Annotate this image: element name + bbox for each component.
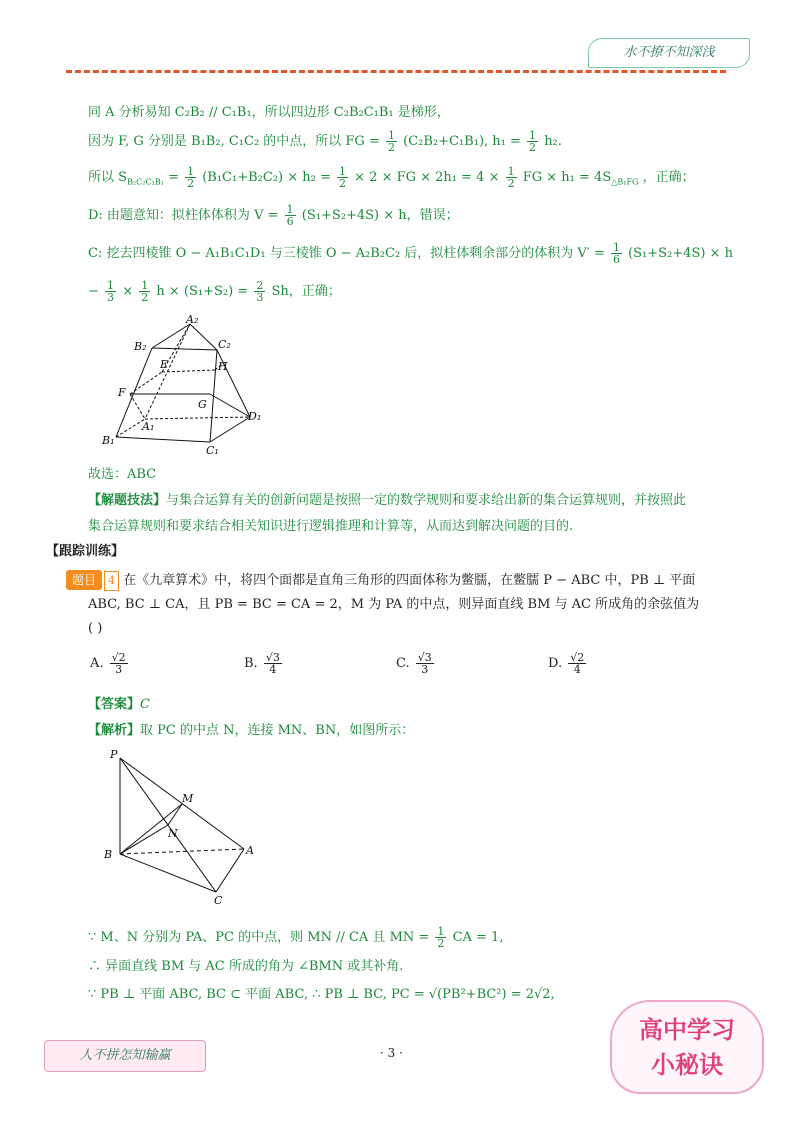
- problem-number: 4: [104, 571, 119, 591]
- numerator: √2: [111, 651, 126, 664]
- numerator: 1: [529, 129, 537, 142]
- text: (S₁+S₂+4S) × h，错误；: [301, 208, 459, 223]
- text: D: 由题意知：拟柱体体积为 V =: [88, 208, 279, 223]
- text: ×: [122, 284, 134, 299]
- denominator: 4: [573, 663, 581, 676]
- solution-line-2: [88, 130, 562, 153]
- denominator: 3: [115, 663, 123, 676]
- study-tips-badge: [610, 1000, 764, 1094]
- option-label: A.: [90, 656, 104, 671]
- answer-line: [88, 696, 150, 714]
- text: 与集合运算有关的创新问题是按照一定的数学规则和要求给出新的集合运算规则，并按照此: [166, 493, 687, 508]
- text: 因为 F, G 分别是 B₁B₂, C₁C₂ 的中点，所以 FG =: [88, 134, 380, 149]
- numerator: 1: [187, 165, 195, 178]
- text: =: [168, 170, 179, 185]
- denominator: 2: [339, 177, 346, 190]
- frustum-figure: [90, 312, 270, 462]
- text: Sh，正确；: [271, 284, 341, 299]
- denominator: 2: [529, 141, 537, 154]
- fraction-half: [139, 280, 150, 303]
- denominator: 3: [421, 663, 429, 676]
- solution-line-6: [88, 280, 341, 303]
- label-F: F: [118, 386, 126, 399]
- text: × 2 × FG × 2h₁ = 4 ×: [354, 170, 500, 185]
- fraction-half: [386, 130, 397, 153]
- header-motto: 水不撩不知深浅: [588, 38, 750, 68]
- tetrahedron-figure: [98, 744, 268, 904]
- text: (C₂B₂+C₁B₁), h₁ =: [403, 134, 521, 149]
- answer-value: C: [140, 697, 150, 712]
- numerator: 2: [256, 279, 264, 292]
- label-A2: A₂: [186, 313, 199, 326]
- denominator: 2: [507, 177, 515, 190]
- option-label: D.: [548, 656, 563, 671]
- label-N: N: [168, 827, 178, 840]
- label-C: C: [214, 894, 223, 904]
- fraction-sixth: [611, 242, 622, 265]
- denominator: 3: [256, 291, 264, 304]
- subscript: B₂C₂C₁B₁: [127, 177, 164, 187]
- numerator: 1: [437, 925, 445, 938]
- label-B1: B₁: [102, 434, 115, 447]
- denominator: 2: [141, 291, 149, 304]
- denominator: 4: [269, 663, 277, 676]
- step-line-1: [88, 926, 503, 949]
- denominator: 2: [388, 141, 395, 154]
- problem-line-2: ABC, BC ⊥ CA，且 PB = BC = CA = 2，M 为 PA 的中点，则异面直线 BM 与 AC 所成角的余弦值为: [88, 597, 700, 612]
- denominator: 2: [187, 177, 195, 190]
- numerator: 1: [107, 279, 115, 292]
- label-E: E: [160, 358, 169, 371]
- label-C2: C₂: [218, 338, 231, 351]
- numerator: 1: [507, 165, 515, 178]
- solution-line-3: [88, 166, 695, 192]
- text: CA = 1,: [452, 930, 504, 945]
- fraction-half: [506, 166, 517, 189]
- label-B: B: [104, 848, 113, 861]
- fraction-third: [105, 280, 116, 303]
- tip-line-2: 集合运算规则和要求结合相关知识进行逻辑推理和计算等，从而达到解决问题的目的.: [88, 519, 574, 534]
- tip-line-1: [88, 492, 686, 510]
- text: 在《九章算术》中，将四个面都是直角三角形的四面体称为鳖臑，在鳖臑 P − ABC 中，PB ⊥ 平面: [123, 573, 696, 588]
- label-G: G: [198, 398, 207, 411]
- numerator: 1: [286, 203, 294, 216]
- fraction-half: [527, 130, 538, 153]
- step-line-2: ∴ 异面直线 BM 与 AC 所成的角为 ∠BMN 或其补角.: [88, 959, 404, 974]
- numerator: √3: [265, 651, 280, 664]
- solution-line-5: [88, 242, 733, 265]
- option-c[interactable]: [396, 652, 436, 675]
- text: C: 挖去四棱锥 O − A₁B₁C₁D₁ 与三棱锥 O − A₂B₂C₂ 后，拟柱体剩余部分的体积为 V′ =: [88, 246, 605, 261]
- solution-line-4: [88, 204, 459, 227]
- text: (S₁+S₂+4S) × h: [628, 246, 733, 261]
- problem-line-3: ( ): [88, 621, 103, 636]
- section-title: 【跟踪训练】: [46, 544, 125, 559]
- solution-line-1: 同 A 分析易知 C₂B₂ // C₁B₁，所以四边形 C₂B₂C₁B₁ 是梯形，: [88, 105, 450, 120]
- solution-answer: 故选：ABC: [88, 467, 157, 482]
- text: −: [88, 284, 99, 299]
- footer-motto: 人不拼怎知输赢: [44, 1040, 206, 1072]
- option-d[interactable]: [548, 652, 588, 675]
- option-fraction: [416, 652, 434, 675]
- text: h₂.: [544, 134, 562, 149]
- text: ∵ M、N 分别为 PA、PC 的中点，则 MN // CA 且 MN =: [88, 930, 430, 945]
- numerator: √3: [417, 651, 432, 664]
- option-b[interactable]: [244, 652, 284, 675]
- denominator: 6: [612, 253, 620, 266]
- option-label: C.: [396, 656, 410, 671]
- tip-label: 【解题技法】: [88, 493, 167, 508]
- badge-line-2: 小秘诀: [651, 1051, 723, 1079]
- analysis-label: 【解析】: [88, 723, 141, 738]
- fraction-sixth: [285, 204, 296, 227]
- label-P: P: [110, 748, 118, 761]
- problem-tag: 题目: [66, 570, 102, 590]
- fraction-two-thirds: [254, 280, 265, 303]
- label-M: M: [182, 792, 194, 805]
- text: (B₁C₁+B₂C₂) × h₂ =: [202, 170, 331, 185]
- fraction-half: [435, 926, 446, 949]
- analysis-line: [88, 722, 414, 740]
- option-fraction: [568, 652, 586, 675]
- answer-label: 【答案】: [88, 697, 141, 712]
- header-divider: [66, 70, 726, 73]
- numerator: 1: [141, 279, 149, 292]
- label-D1: D₁: [248, 410, 262, 423]
- page-number: · 3 ·: [380, 1046, 403, 1060]
- option-fraction: [264, 652, 282, 675]
- text: 所以 S: [88, 170, 128, 185]
- option-a[interactable]: [90, 652, 130, 675]
- numerator: 1: [388, 129, 395, 142]
- denominator: 6: [286, 215, 294, 228]
- numerator: √2: [570, 651, 585, 664]
- fraction-half: [185, 166, 196, 189]
- option-fraction: [110, 652, 128, 675]
- text: ，正确；: [642, 170, 695, 185]
- denominator: 3: [107, 291, 115, 304]
- label-A: A: [246, 844, 254, 857]
- option-label: B.: [244, 656, 258, 671]
- text: FG × h₁ = 4S: [522, 170, 612, 185]
- badge-line-1: 高中学习: [639, 1016, 735, 1044]
- label-B2: B₂: [134, 340, 147, 353]
- label-C1: C₁: [206, 444, 219, 457]
- subscript: △B₁FG: [611, 177, 639, 187]
- label-H: H: [218, 360, 228, 373]
- fraction-half: [337, 166, 348, 189]
- text: h × (S₁+S₂) =: [156, 284, 249, 299]
- text: 取 PC 的中点 N，连接 MN、BN，如图所示：: [140, 723, 415, 738]
- denominator: 2: [437, 937, 445, 950]
- numerator: 1: [612, 241, 620, 254]
- step-line-3: ∵ PB ⊥ 平面 ABC, BC ⊂ 平面 ABC, ∴ PB ⊥ BC, PC = √(PB²+BC²) = 2√2,: [88, 987, 555, 1002]
- numerator: 1: [339, 165, 346, 178]
- problem-line-1: [66, 570, 695, 591]
- label-A1: A₁: [142, 420, 155, 433]
